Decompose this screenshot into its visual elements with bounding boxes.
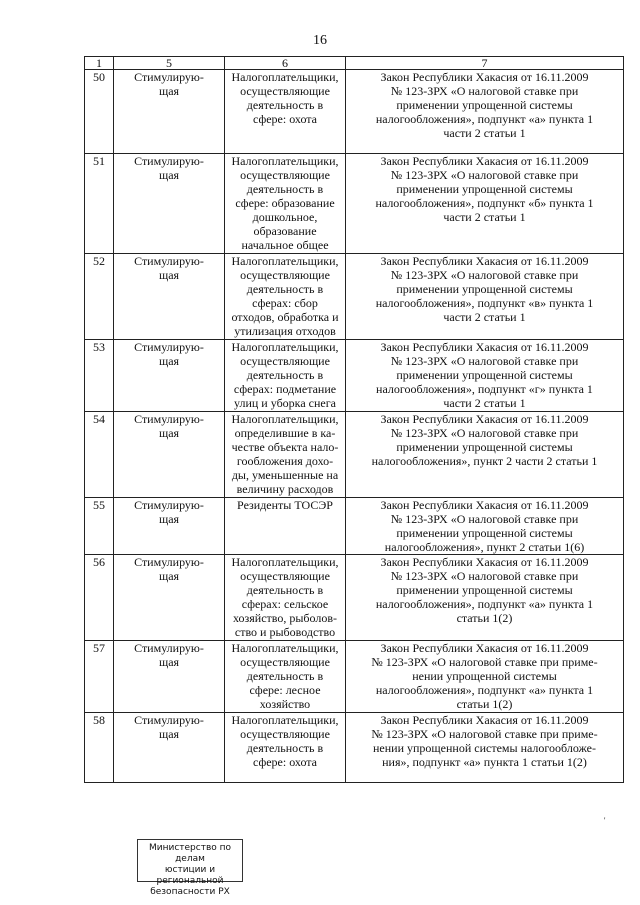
table-row — [85, 713, 624, 783]
table-row — [85, 340, 624, 412]
table-row — [85, 641, 624, 713]
page-number: 16 — [313, 33, 327, 48]
registration-stamp — [137, 839, 243, 897]
header-col-1: 1 — [85, 57, 114, 70]
row-number: 54 — [85, 412, 114, 498]
stamp-line: Министерство по делам — [148, 843, 232, 864]
row-type: Стимулирую- щая — [114, 412, 225, 498]
tax-benefits-table — [84, 56, 624, 783]
row-type: Стимулирую- щая — [114, 713, 225, 783]
header-col-5: 5 — [114, 57, 225, 70]
row-number: 57 — [85, 641, 114, 713]
table-row — [85, 154, 624, 254]
row-taxpayers: Налогоплательщики, осуществляющие деятельность в сфере: лесное хозяйство — [225, 641, 346, 713]
row-taxpayers: Налогоплательщики, осуществляющие деятельность в сфере: охота — [225, 70, 346, 154]
margin-mark: ' — [604, 816, 606, 825]
row-taxpayers: Налогоплательщики, осуществляющие деятельность в сфере: охота — [225, 713, 346, 783]
row-legal-basis: Закон Республики Хакасия от 16.11.2009 № 123-ЗРХ «О налоговой ставке при применении упрощенной системы налогообложения», подпункт «а» пункта 1 статьи 1(2) — [346, 555, 624, 641]
row-number: 55 — [85, 498, 114, 555]
row-taxpayers: Резиденты ТОСЭР — [225, 498, 346, 555]
row-taxpayers: Налогоплательщики, осуществляющие деятельность в сферах: сбор отходов, обработка и утилизация отходов — [225, 254, 346, 340]
row-type: Стимулирую- щая — [114, 641, 225, 713]
table-row — [85, 70, 624, 154]
row-number: 52 — [85, 254, 114, 340]
row-type: Стимулирую- щая — [114, 154, 225, 254]
row-number: 56 — [85, 555, 114, 641]
row-legal-basis: Закон Республики Хакасия от 16.11.2009 № 123-ЗРХ «О налоговой ставке при применении упрощенной системы налогообложения», подпункт «б» пункта 1 части 2 статьи 1 — [346, 154, 624, 254]
row-type: Стимулирую- щая — [114, 70, 225, 154]
table-row — [85, 498, 624, 555]
row-taxpayers: Налогоплательщики, определившие в ка- честве объекта нало- гообложения дохо- ды, уменьшенные на величину расходов — [225, 412, 346, 498]
header-col-6: 6 — [225, 57, 346, 70]
table-row — [85, 254, 624, 340]
row-legal-basis: Закон Республики Хакасия от 16.11.2009 № 123-ЗРХ «О налоговой ставке при приме- нении упрощенной системы налогообложе- ния», подпункт «а» пункта 1 статьи 1(2) — [346, 713, 624, 783]
stamp-line: юстиции и региональной — [156, 865, 224, 886]
row-legal-basis: Закон Республики Хакасия от 16.11.2009 № 123-ЗРХ «О налоговой ставке при применении упрощенной системы налогообложения», пункт 2 части 2 статьи 1 — [346, 412, 624, 498]
row-number: 51 — [85, 154, 114, 254]
row-number: 58 — [85, 713, 114, 783]
table-row — [85, 412, 624, 498]
row-legal-basis: Закон Республики Хакасия от 16.11.2009 № 123-ЗРХ «О налоговой ставке при применении упрощенной системы налогообложения», подпункт «в» пункта 1 части 2 статьи 1 — [346, 254, 624, 340]
row-taxpayers: Налогоплательщики, осуществляющие деятельность в сфере: образование дошкольное, образование начальное общее — [225, 154, 346, 254]
stamp-line: безопасности РХ — [150, 887, 230, 897]
row-type: Стимулирую- щая — [114, 498, 225, 555]
row-legal-basis: Закон Республики Хакасия от 16.11.2009 № 123-ЗРХ «О налоговой ставке при применении упрощенной системы налогообложения», подпункт «г» пункта 1 части 2 статьи 1 — [346, 340, 624, 412]
row-taxpayers: Налогоплательщики, осуществляющие деятельность в сферах: сельское хозяйство, рыболов- ство и рыбоводство — [225, 555, 346, 641]
table-row — [85, 555, 624, 641]
header-col-7: 7 — [346, 57, 624, 70]
row-legal-basis: Закон Республики Хакасия от 16.11.2009 № 123-ЗРХ «О налоговой ставке при применении упрощенной системы налогообложения», пункт 2 статьи 1(6) — [346, 498, 624, 555]
row-type: Стимулирую- щая — [114, 254, 225, 340]
row-number: 50 — [85, 70, 114, 154]
row-number: 53 — [85, 340, 114, 412]
row-taxpayers: Налогоплательщики, осуществляющие деятельность в сферах: подметание улиц и уборка снега — [225, 340, 346, 412]
row-legal-basis: Закон Республики Хакасия от 16.11.2009 № 123-ЗРХ «О налоговой ставке при приме- нении упрощенной системы налогообложения», подпункт «а» пункта 1 статьи 1(2) — [346, 641, 624, 713]
row-type: Стимулирую- щая — [114, 555, 225, 641]
row-type: Стимулирую- щая — [114, 340, 225, 412]
table-header-row — [85, 57, 624, 70]
row-legal-basis: Закон Республики Хакасия от 16.11.2009 № 123-ЗРХ «О налоговой ставке при применении упрощенной системы налогообложения», подпункт «а» пункта 1 части 2 статьи 1 — [346, 70, 624, 154]
